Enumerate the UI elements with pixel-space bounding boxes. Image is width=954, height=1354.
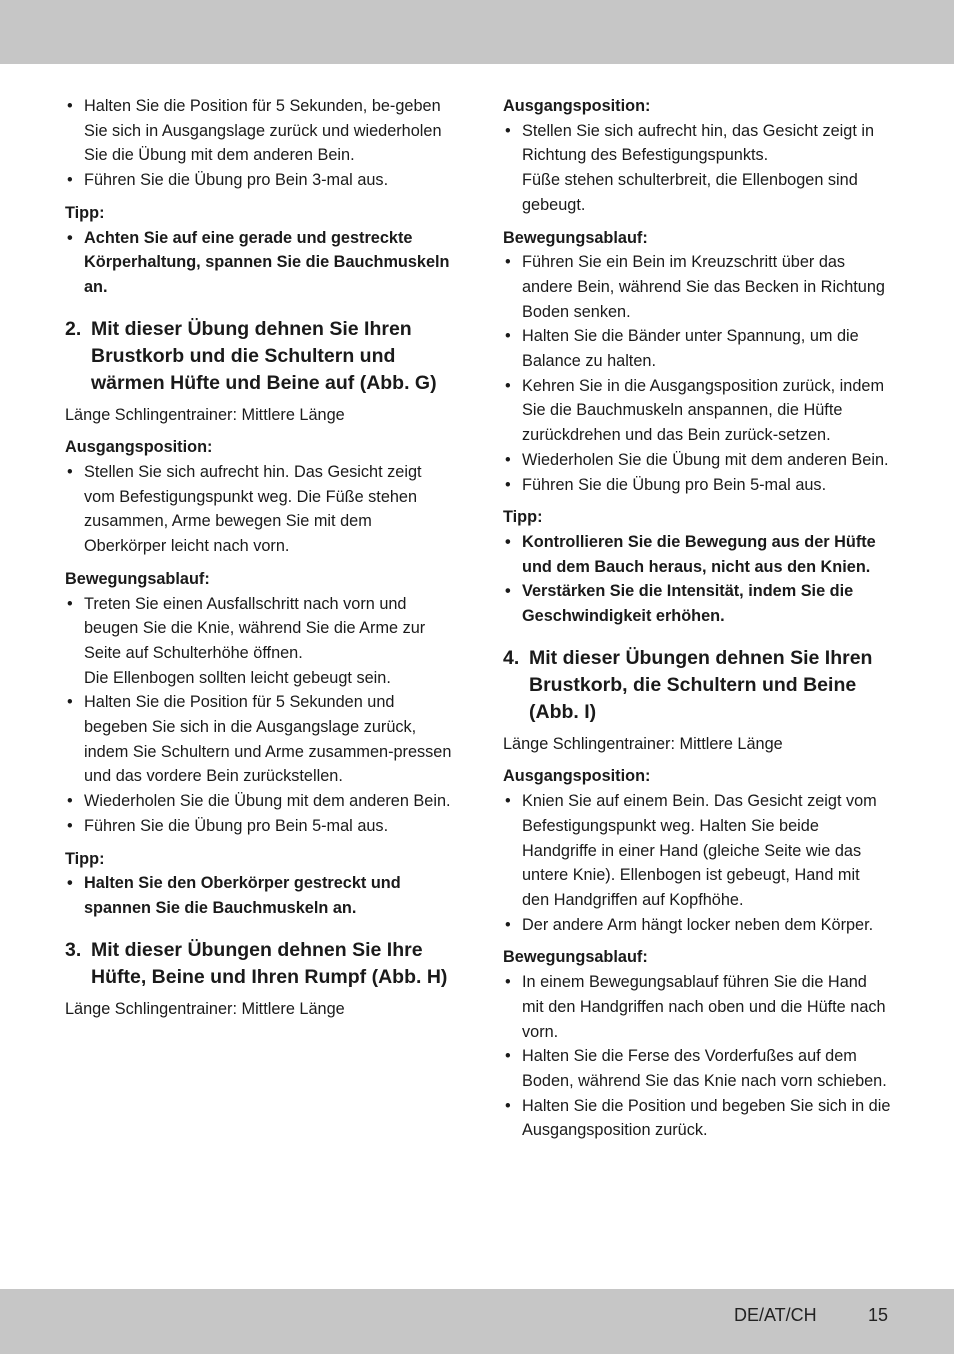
list-item-text: Stellen Sie sich aufrecht hin, das Gesicht zeigt in Richtung des Befestigungspunkts. <box>522 121 875 165</box>
start-position-label: Ausgangsposition: <box>65 438 213 457</box>
list-item: • Wiederholen Sie die Übung mit dem anderen Bein. <box>65 789 453 814</box>
list-item: • Halten Sie die Position und begeben Sie sich in die Ausgangsposition zurück. <box>503 1094 891 1143</box>
list-item-extra: Füße stehen schulterbreit, die Ellenbogen sind gebeugt. <box>522 171 858 214</box>
list-item: • Halten Sie die Ferse des Vorderfußes auf dem Boden, während Sie das Knie nach vorn schieben. <box>503 1044 891 1093</box>
section-2-heading <box>65 316 453 397</box>
intro-list <box>65 94 453 193</box>
list-item-extra: Die Ellenbogen sollten leicht gebeugt sein. <box>84 668 391 687</box>
tip-list <box>503 530 891 629</box>
tip-label: Tipp: <box>65 849 105 868</box>
footer-region-label: DE/AT/CH <box>734 1305 817 1325</box>
list-item: • Führen Sie die Übung pro Bein 3-mal aus. <box>65 168 453 193</box>
list-item: • Stellen Sie sich aufrecht hin. Das Gesicht zeigt vom Befestigungspunkt weg. Die Füße stehen zusammen, Arme bewegen Sie mit dem Oberkörper leicht nach vorn. <box>65 460 453 559</box>
tip-list <box>65 871 453 920</box>
motion-label: Bewegungsablauf: <box>65 569 210 588</box>
section-title: Mit dieser Übungen dehnen Sie Ihre Hüfte, Beine und Ihren Rumpf (Abb. H) <box>91 938 448 988</box>
motion-label: Bewegungsablauf: <box>503 228 648 247</box>
section-number: 4. <box>503 646 520 669</box>
list-item <box>503 119 891 218</box>
list-item: • Halten Sie die Bänder unter Spannung, um die Balance zu halten. <box>503 324 891 373</box>
tip-item: • Kontrollieren Sie die Bewegung aus der Hüfte und dem Bauch heraus, nicht aus den Knien. <box>503 530 891 579</box>
motion-list <box>65 592 453 839</box>
section-4-heading <box>503 645 891 726</box>
list-item: • Führen Sie die Übung pro Bein 5-mal aus. <box>503 473 891 498</box>
section-title: Mit dieser Übung dehnen Sie Ihren Brustkorb und die Schultern und wärmen Hüfte und Beine auf (Abb. G) <box>91 317 437 394</box>
right-column <box>503 94 891 1143</box>
start-position-label: Ausgangsposition: <box>503 97 651 115</box>
section-title: Mit dieser Übungen dehnen Sie Ihren Brustkorb, die Schultern und Beine (Abb. I) <box>529 646 873 723</box>
tip-label: Tipp: <box>65 203 105 222</box>
list-item: • Der andere Arm hängt locker neben dem Körper. <box>503 913 891 938</box>
list-item: • Führen Sie ein Bein im Kreuzschritt über das andere Bein, während Sie das Becken in Richtung Boden senken. <box>503 250 891 324</box>
motion-label: Bewegungsablauf: <box>503 948 648 967</box>
tip-item: • Achten Sie auf eine gerade und gestreckte Körperhaltung, spannen Sie die Bauchmuskeln an. <box>65 226 453 300</box>
list-item: • Halten Sie die Position für 5 Sekunden und begeben Sie sich in die Ausgangslage zurück, indem Sie Schultern und Arme zusammen-pressen und das vordere Bein zurückstellen. <box>65 690 453 789</box>
tip-item: • Halten Sie den Oberkörper gestreckt und spannen Sie die Bauchmuskeln an. <box>65 871 453 920</box>
list-item: • Führen Sie die Übung pro Bein 5-mal aus. <box>65 814 453 839</box>
section-number: 2. <box>65 317 82 340</box>
section-number: 3. <box>65 938 82 961</box>
tip-list <box>65 226 453 300</box>
section-3-heading <box>65 937 453 991</box>
left-column <box>65 94 453 1021</box>
length-note: Länge Schlingentrainer: Mittlere Länge <box>65 405 345 424</box>
list-item-text: Treten Sie einen Ausfallschritt nach vorn und beugen Sie die Knie, während Sie die Arme zur Seite auf Schulterhöhe öffnen. <box>84 594 426 662</box>
list-item: • In einem Bewegungsablauf führen Sie die Hand mit den Handgriffen nach oben und die Hüfte nach vorn. <box>503 970 891 1044</box>
start-position-list <box>65 460 453 559</box>
page-number: 15 <box>868 1305 889 1325</box>
length-note: Länge Schlingentrainer: Mittlere Länge <box>65 999 345 1018</box>
header-bar <box>0 0 954 64</box>
list-item: • Knien Sie auf einem Bein. Das Gesicht zeigt vom Befestigungspunkt weg. Halten Sie beide Handgriffe in einer Hand (gleiche Seite wie das untere Knie). Ellenbogen ist gebeugt, Hand mit den Handgriffen auf Kopfhöhe. <box>503 789 891 913</box>
list-item: • Kehren Sie in die Ausgangsposition zurück, indem Sie die Bauchmuskeln anspannen, die Hüfte zurückdrehen und das Bein zurück-setzen. <box>503 374 891 448</box>
start-position-label: Ausgangsposition: <box>503 767 651 786</box>
tip-label: Tipp: <box>503 508 543 527</box>
length-note: Länge Schlingentrainer: Mittlere Länge <box>503 734 783 753</box>
start-position-list <box>503 789 891 937</box>
motion-list <box>503 970 891 1143</box>
start-position-list <box>503 119 891 218</box>
list-item: • Wiederholen Sie die Übung mit dem anderen Bein. <box>503 448 891 473</box>
list-item <box>65 592 453 691</box>
motion-list <box>503 250 891 497</box>
list-item: • Halten Sie die Position für 5 Sekunden, be-geben Sie sich in Ausgangslage zurück und wiederholen Sie die Übung mit dem anderen Bein. <box>65 94 453 168</box>
tip-item: • Verstärken Sie die Intensität, indem Sie die Geschwindigkeit erhöhen. <box>503 579 891 628</box>
